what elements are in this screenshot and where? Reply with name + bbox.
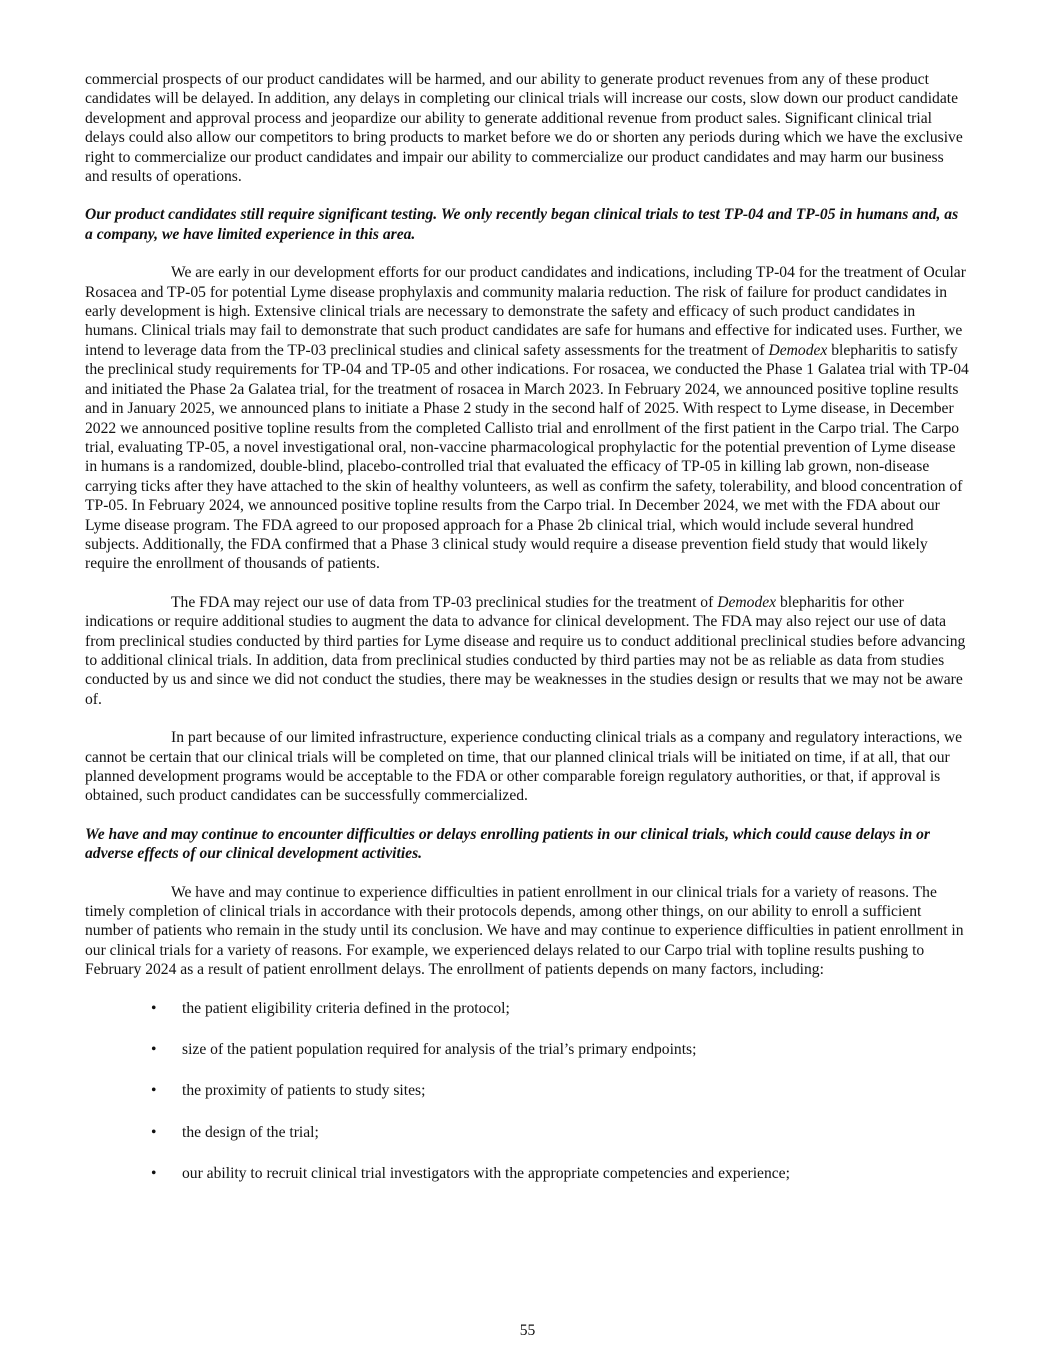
paragraph-continuation: commercial prospects of our product candidates will be harmed, and our ability to generate product revenues from any of these product candidates will be delayed. In addition, any delays in completing our clinical trials will increase our costs, slow down our product candidate development and approval process and jeopardize our ability to generate additional revenue from product sales. Significant clinical trial delays could also allow our competitors to bring products to market before we do or shorten any periods during which we have the exclusive right to commercialize our product candidates and impair our ability to commercialize our product candidates and may harm our business and results of operations. xyxy=(85,71,963,186)
list-item-text: size of the patient population required for analysis of the trial’s primary endpoints; xyxy=(182,1041,697,1059)
list-item xyxy=(85,1123,969,1142)
list-item-text: the design of the trial; xyxy=(182,1123,319,1141)
list-item xyxy=(85,999,969,1018)
italic-term: Demodex xyxy=(768,341,828,359)
bullet-marker: • xyxy=(151,1082,157,1100)
paragraph-fda-reject xyxy=(85,593,969,709)
document-page xyxy=(85,70,969,1206)
paragraph-limited-infrastructure: In part because of our limited infrastructure, experience conducting clinical trials as a company and regulatory interactions, we cannot be certain that our clinical trials will be completed on time, that our planned clinical trials will be initiated on time, if at all, that our planned development programs would be acceptable to the FDA or other comparable foreign regulatory authorities, or that, if approval is obtained, such product candidates can be successfully commercialized. xyxy=(85,729,963,805)
bullet-marker: • xyxy=(151,1041,157,1059)
italic-term: Demodex xyxy=(717,593,777,611)
list-item-text: the proximity of patients to study sites; xyxy=(182,1082,426,1100)
paragraph-enrollment-difficulties: We have and may continue to experience difficulties in patient enrollment in our clinical trials for a variety of reasons. The timely completion of clinical trials in accordance with their protocols depends, among other things, on our ability to enroll a sufficient number of patients who remain in the study until its conclusion. We have and may continue to experience difficulties in patient enrollment in our clinical trials for a variety of reasons. For example, we experienced delays related to our Carpo trial with topline results pushing to February 2024 as a result of patient enrollment delays. The enrollment of patients depends on many factors, including: xyxy=(85,883,964,979)
page-number: 55 xyxy=(519,1322,536,1339)
list-item xyxy=(85,1081,969,1100)
enrollment-factors-list xyxy=(85,999,969,1184)
paragraph-text: blepharitis for other indications or require additional studies to augment the data to advance for clinical development. The FDA may also reject our use of data from preclinical studies conducted by third parties for Lyme disease and require us to conduct additional preclinical studies before advancing to additional clinical trials. In addition, data from preclinical studies conducted by third parties may not be as reliable as data from studies conducted by us and since we did not conduct the studies, there may be weaknesses in the studies design or results that we may not be aware of. xyxy=(85,593,966,708)
paragraph-early-development xyxy=(85,263,969,574)
bullet-marker: • xyxy=(151,999,157,1017)
bullet-marker: • xyxy=(151,1165,157,1183)
bullet-marker: • xyxy=(151,1123,157,1141)
list-item xyxy=(85,1040,969,1059)
paragraph-text: The FDA may reject our use of data from TP-03 preclinical studies for the treatment of xyxy=(171,593,718,611)
section-heading-enrollment: We have and may continue to encounter difficulties or delays enrolling patients in our clinical trials, which could cause delays in or adverse effects of our clinical development activities. xyxy=(85,825,931,863)
paragraph-text: We are early in our development efforts for our product candidates and indications, including TP-04 for the treatment of Ocular Rosacea and TP-05 for potential Lyme disease prophylaxis and community malaria reduction. The risk of failure for product candidates in early development is high. Extensive clinical trials are necessary to demonstrate the safety and efficacy of such product candidates in humans. Clinical trials may fail to demonstrate that such product candidates are safe for humans and effective for indicated uses. Further, we intend to leverage data from the TP-03 preclinical studies and clinical safety assessments for the treatment of xyxy=(85,264,966,359)
list-item-text: the patient eligibility criteria defined in the protocol; xyxy=(182,999,510,1017)
list-item-text: our ability to recruit clinical trial investigators with the appropriate competencies and experience; xyxy=(182,1165,790,1183)
section-heading-testing: Our product candidates still require significant testing. We only recently began clinical trials to test TP-04 and TP-05 in humans and, as a company, we have limited experience in this area. xyxy=(85,206,959,243)
paragraph-text: blepharitis to satisfy the preclinical study requirements for TP-04 and TP-05 and other indications. For rosacea, we conducted the Phase 1 Galatea trial with TP-04 and initiated the Phase 2a Galatea trial, for the treatment of rosacea in March 2023. In February 2024, we announced positive topline results and in January 2025, we announced plans to initiate a Phase 2 study in the second half of 2025. With respect to Lyme disease, in December 2022 we announced positive topline results from the completed Callisto trial and enrollment of the first patient in the Carpo trial. The Carpo trial, evaluating TP-05, a novel investigational oral, non-vaccine pharmacological prophylactic for the potential prevention of Lyme disease in humans is a randomized, double-blind, placebo-controlled trial that evaluated the efficacy of TP-05 in killing lab grown, non-disease carrying ticks after they have attached to the skin of healthy volunteers, as well as confirm the safety, tolerability, and blood concentration of TP-05. In February 2024, we announced positive topline results from the Carpo trial. In December 2024, we met with the FDA about our Lyme disease program. The FDA agreed to our proposed approach for a Phase 2b clinical trial, which would include several hundred subjects. Additionally, the FDA confirmed that a Phase 3 clinical study would require a disease prevention field study that would likely require the enrollment of thousands of patients. xyxy=(85,341,969,573)
list-item xyxy=(85,1164,969,1183)
